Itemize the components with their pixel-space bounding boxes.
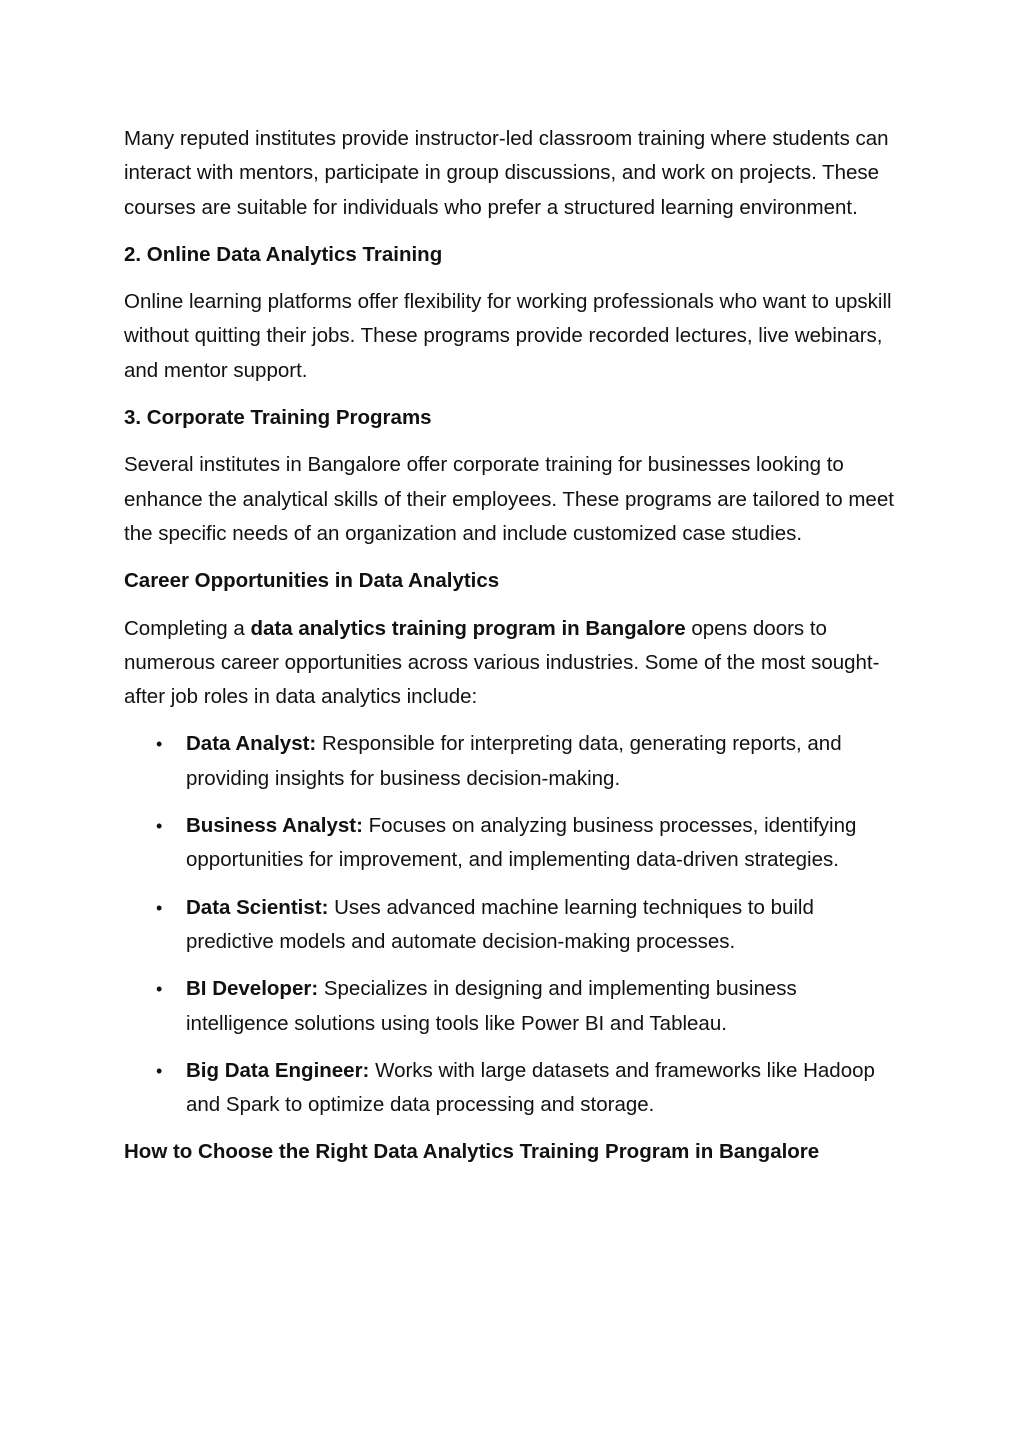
list-item: [124, 891, 904, 960]
classroom-paragraph: Many reputed institutes provide instructor-led classroom training where students can interact with mentors, participate in group discussions, and work on projects. These courses are suitable for individuals who prefer a structured learning environment.: [124, 127, 889, 219]
online-training-heading: 2. Online Data Analytics Training: [124, 242, 443, 266]
career-opportunities-heading: Career Opportunities in Data Analytics: [124, 569, 500, 593]
choose-program-heading: How to Choose the Right Data Analytics Training Program in Bangalore: [124, 1140, 820, 1164]
career-intro-bold: data analytics training program in Bangalore: [250, 616, 686, 640]
role-description: Responsible for interpreting data, generating reports, and providing insights for business decision-making.: [186, 732, 842, 790]
online-training-paragraph: Online learning platforms offer flexibility for working professionals who want to upskill without quitting their jobs. These programs provide recorded lectures, live webinars, and mentor support.: [124, 290, 892, 382]
role-title: Big Data Engineer:: [186, 1058, 370, 1082]
role-title: Business Analyst:: [186, 814, 363, 838]
bullet-icon: •: [156, 1060, 163, 1081]
job-roles-list: [124, 727, 904, 1122]
bullet-icon: •: [156, 816, 163, 837]
bullet-icon: •: [156, 979, 163, 1000]
corporate-training-paragraph: Several institutes in Bangalore offer corporate training for businesses looking to enhance the analytical skills of their employees. These programs are tailored to meet the specific needs of an organization and include customized case studies.: [124, 453, 894, 545]
role-description: Specializes in designing and implementing business intelligence solutions using tools like Power BI and Tableau.: [186, 977, 797, 1035]
role-description: Focuses on analyzing business processes, identifying opportunities for improvement, and implementing data-driven strategies.: [186, 814, 857, 872]
list-item: [124, 972, 904, 1041]
document-page: [124, 122, 904, 1183]
bullet-icon: •: [156, 734, 163, 755]
role-description: Works with large datasets and frameworks like Hadoop and Spark to optimize data processing and storage.: [186, 1058, 875, 1117]
role-title: Data Scientist:: [186, 895, 329, 919]
list-item: [124, 727, 904, 796]
career-intro-end: opens doors to numerous career opportunities across various industries. Some of the most sought-after job roles in data analytics include:: [124, 616, 880, 709]
role-title: Data Analyst:: [186, 732, 317, 756]
career-intro-start: Completing a: [124, 616, 251, 640]
list-item: [124, 1054, 904, 1123]
list-item: [124, 809, 904, 878]
role-title: BI Developer:: [186, 977, 319, 1001]
corporate-training-heading: 3. Corporate Training Programs: [124, 406, 432, 430]
role-description: Uses advanced machine learning techniques to build predictive models and automate decision-making processes.: [186, 895, 814, 953]
career-intro-paragraph: [124, 612, 904, 715]
bullet-icon: •: [156, 897, 163, 918]
